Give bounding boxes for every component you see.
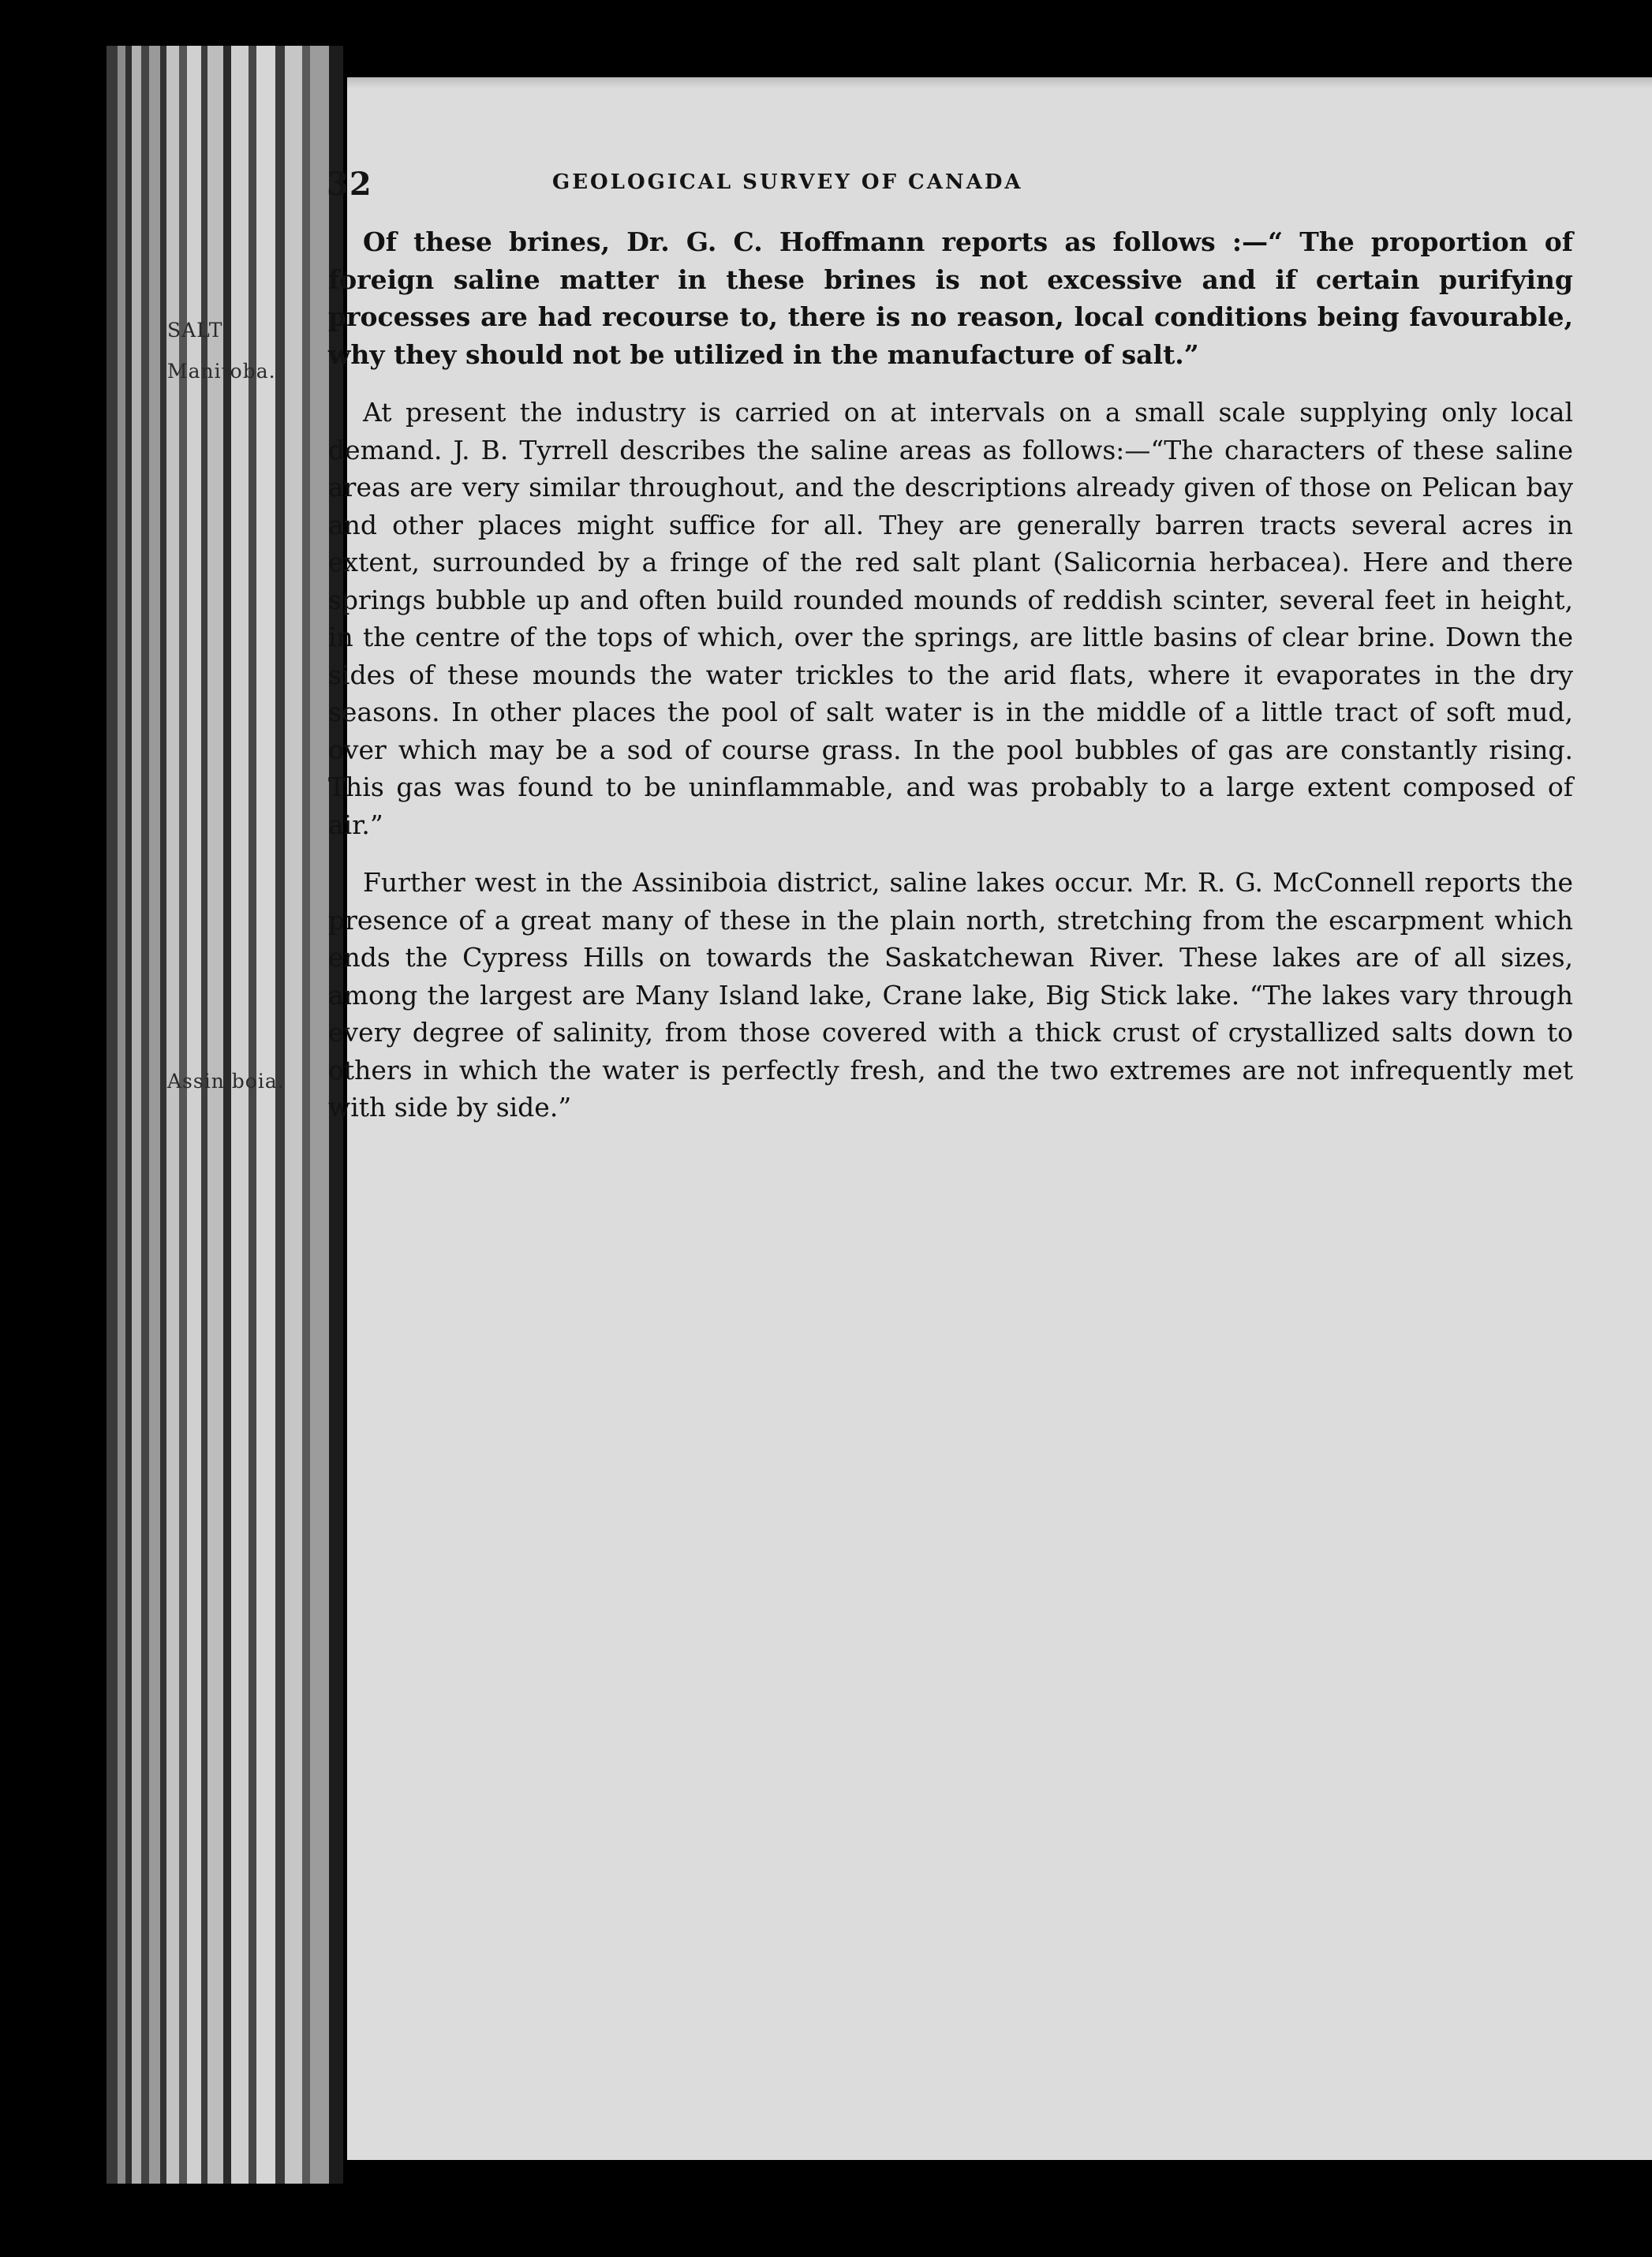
page-number: 32 — [327, 166, 372, 203]
paragraph-tyrrell-saline-areas: At present the industry is carried on at intervals on a small scale supplying only local demand. J. B. Tyrrell describes the saline areas as follows:—“The characters of these saline areas are very similar throughout, and the descriptions already given of those on Pelican bay and other places might suffice for all. They are generally barren tracts several acres in extent, surrounded by a fringe of the red salt plant (Salicornia herbacea). Here and there springs bubble up and often build rounded mounds of reddish scinter, several feet in height, in the centre of the tops of which, over the springs, are little basins of clear brine. Down the sides of these mounds the water trickles to the arid flats, where it evaporates in the dry seasons. In other places the pool of salt water is in the middle of a little tract of soft mud, over which may be a sod of course grass. In the pool bubbles of gas are constantly rising. This gas was found to be uninflammable, and was probably to a large extent composed of air.” — [328, 397, 1573, 840]
running-head: GEOLOGICAL SURVEY OF CANADA — [552, 170, 1023, 194]
paragraph-hoffmann-brines: Of these brines, Dr. G. C. Hoffmann reports as follows :—“ The proportion of foreign saline matter in these brines is not excessive and if certain purifying processes are had recourse to, there is no reason, local conditions being favourable, why they should not be utilized in the manufacture of salt.” — [328, 226, 1573, 370]
sidenote-assiniboia: Assiniboia. — [167, 1070, 285, 1093]
body-text — [328, 223, 1573, 1127]
sidenote-manitoba: Manitoba. — [167, 360, 276, 383]
paragraph-assiniboia-lakes: Further west in the Assiniboia district, saline lakes occur. Mr. R. G. McConnell reports the presence of a great many of these in the plain north, stretching from the escarpment which ends the Cypress Hills on towards the Saskatchewan River. These lakes are of all sizes, among the largest are Many Island lake, Crane lake, Big Stick lake. “The lakes vary through every degree of salinity, from those covered with a thick crust of crystallized salts down to others in which the water is perfectly fresh, and the two extremes are not infrequently met with side by side.” — [328, 867, 1573, 1123]
page-top-shadow — [347, 77, 1652, 88]
page-header — [327, 166, 1573, 213]
sidenote-salt: SALT — [167, 319, 223, 342]
